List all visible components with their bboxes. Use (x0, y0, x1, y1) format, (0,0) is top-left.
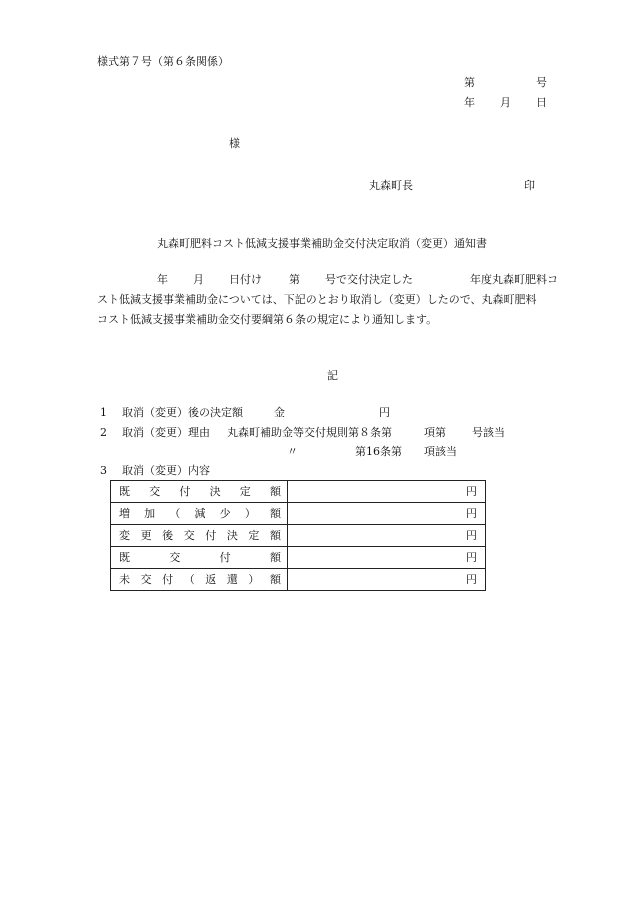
body-line-3: コスト低減支援事業補助金交付要綱第６条の規定により通知します。 (97, 313, 438, 326)
row-amount-increase-decrease: 円 (288, 503, 486, 525)
item2-gou: 号該当 (472, 426, 505, 439)
body-dated: 日付け (229, 273, 262, 286)
date-year: 年 (464, 96, 475, 109)
item2-number: 2 (100, 426, 107, 439)
row-amount-after-change: 円 (288, 525, 486, 547)
document-title: 丸森町肥料コスト低減支援事業補助金交付決定取消（変更）通知書 (157, 237, 487, 250)
item2-article16: 第16条第 (355, 445, 402, 458)
body-number-suffix: 号で交付決定した (325, 273, 413, 286)
item2-kou2: 項該当 (424, 445, 457, 458)
sender-name: 丸森町長 (369, 179, 413, 192)
date-month: 月 (500, 96, 511, 109)
item2-ditto: 〃 (287, 445, 298, 458)
item2-label: 取消（変更）理由 (122, 426, 210, 439)
row-label-already-paid: 既交付額 (119, 551, 281, 564)
row-amount-already-paid: 円 (288, 547, 486, 569)
item2-kou1: 項第 (424, 426, 446, 439)
table-row (111, 481, 486, 503)
body-number-prefix: 第 (289, 273, 300, 286)
date-day: 日 (536, 96, 547, 109)
table-row (111, 547, 486, 569)
addressee-honorific: 様 (229, 137, 240, 150)
item3-label: 取消（変更）内容 (122, 464, 210, 477)
item2-rule: 丸森町補助金等交付規則第８条第 (227, 426, 392, 439)
body-line-2: スト低減支援事業補助金については、下記のとおり取消し（変更）したので、丸森町肥料 (97, 293, 537, 306)
item3-number: 3 (100, 464, 107, 477)
change-details-table (110, 480, 486, 591)
document-number-prefix: 第 (464, 76, 475, 89)
item1-kin: 金 (274, 406, 285, 419)
item1-label: 取消（変更）後の決定額 (122, 406, 243, 419)
body-year: 年 (157, 273, 168, 286)
row-amount-already-decided: 円 (288, 481, 486, 503)
row-amount-unpaid-returned: 円 (288, 569, 486, 591)
item1-yen: 円 (379, 406, 390, 419)
row-label-unpaid-returned: 未交付（返還）額 (119, 573, 281, 586)
body-fiscal-year: 年度丸森町肥料コ (470, 273, 558, 286)
document-number-suffix: 号 (536, 76, 547, 89)
item1-number: 1 (100, 406, 107, 419)
ki-heading: 記 (327, 369, 338, 382)
table-row (111, 569, 486, 591)
form-number: 様式第７号（第６条関係） (97, 55, 229, 68)
seal-mark: 印 (524, 179, 535, 192)
row-label-increase-decrease: 増加（減少）額 (119, 507, 281, 520)
table-row (111, 525, 486, 547)
row-label-already-decided: 既交付決定額 (119, 485, 281, 498)
body-month: 月 (193, 273, 204, 286)
table-row (111, 503, 486, 525)
row-label-after-change: 変更後交付決定額 (119, 529, 281, 542)
